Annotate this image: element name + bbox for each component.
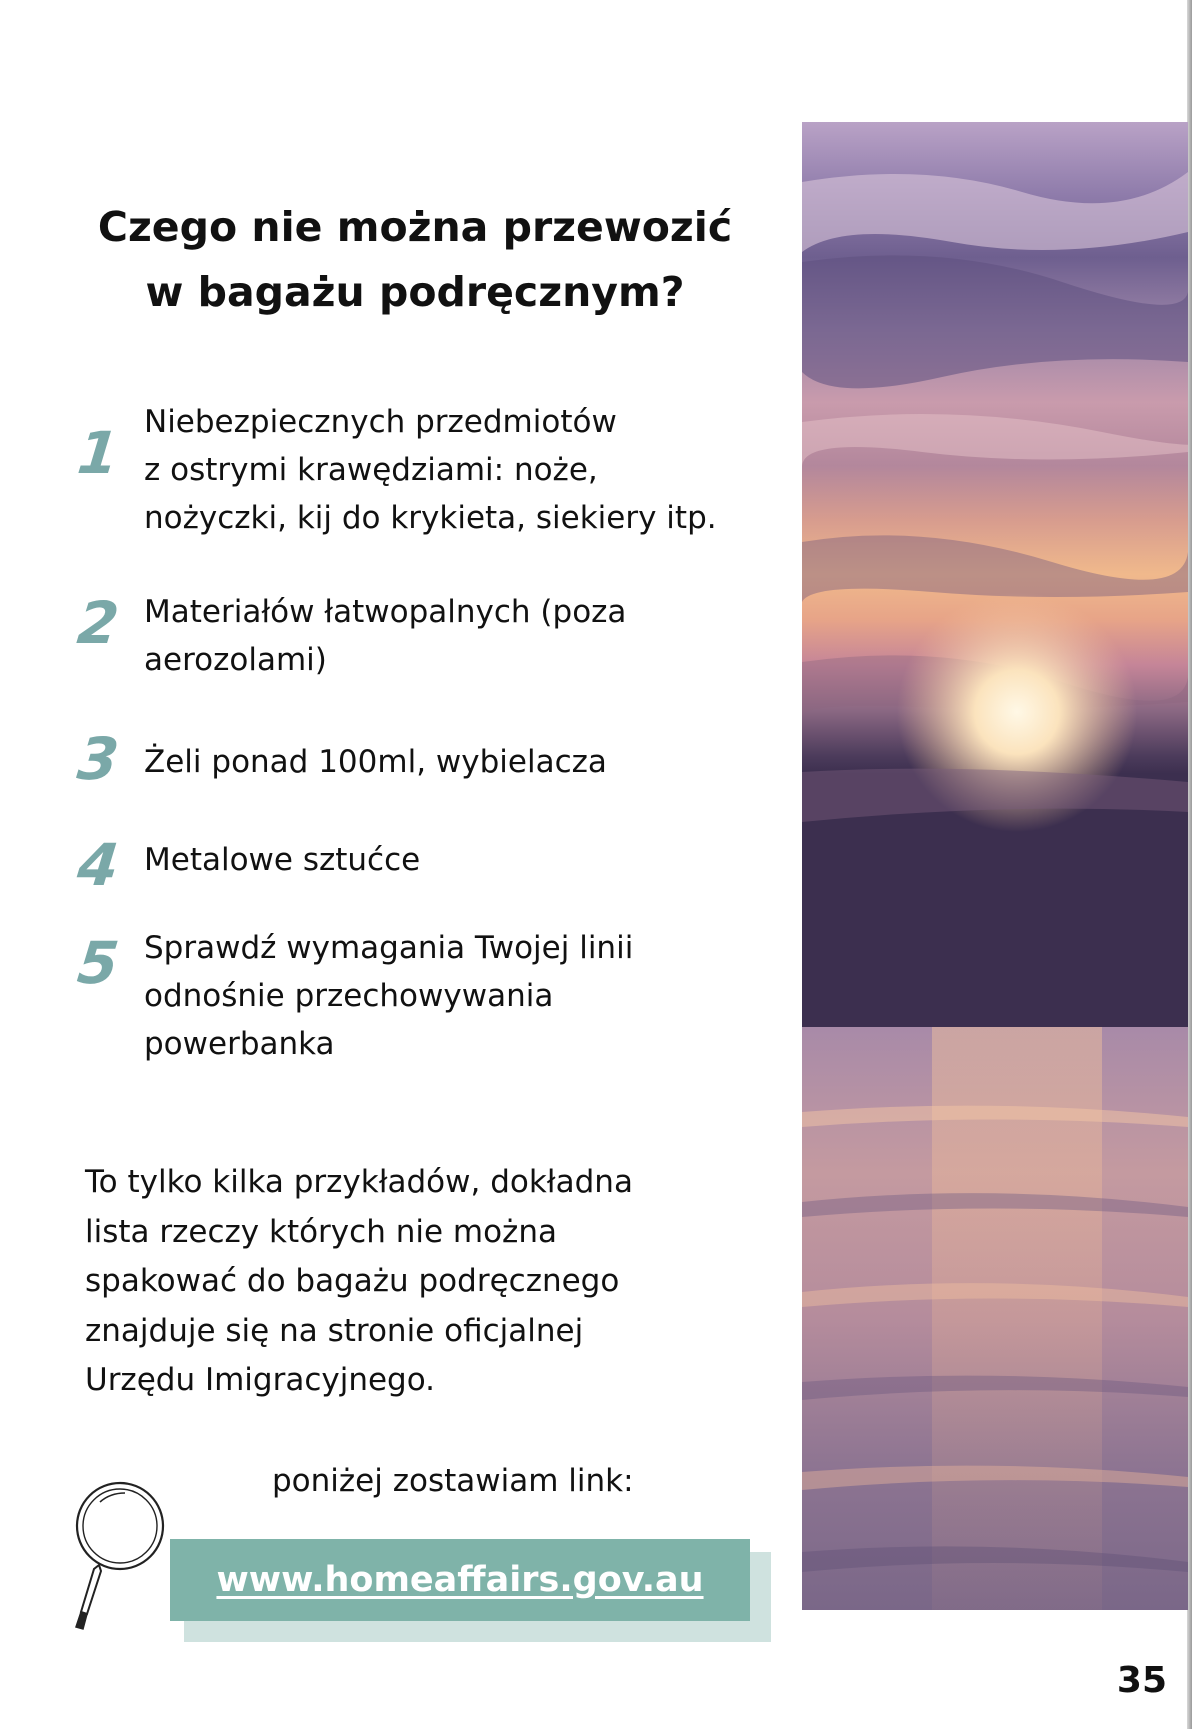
item-text-line: z ostrymi krawędziami: noże, [144,452,598,488]
item-text-line: Niebezpiecznych przedmiotów [144,404,617,440]
title-line-1: Czego nie można przewozić [97,203,733,251]
item-text [144,738,784,786]
homeaffairs-link[interactable]: www.homeaffairs.gov.au [216,1560,704,1600]
item-number: 2 [74,589,122,657]
paragraph-line: To tylko kilka przykładów, dokładna [85,1164,633,1200]
item-text [144,398,784,542]
page-number: 35 [1116,1660,1167,1701]
item-number: 5 [74,929,122,997]
link-box [170,1539,750,1621]
item-text-line: Metalowe sztućce [144,842,421,878]
item-text-line: Żeli ponad 100ml, wybielacza [144,744,607,780]
item-number: 4 [74,831,122,899]
item-text [144,588,784,684]
info-paragraph [85,1158,735,1406]
paragraph-line: lista rzeczy których nie można [85,1213,557,1250]
item-text-line: Materiałów łatwopalnych (poza [144,594,627,630]
paragraph-line: spakować do bagażu podręcznego [85,1263,620,1299]
link-intro-text: poniżej zostawiam link: [272,1463,634,1499]
item-number: 1 [74,419,122,487]
title-line-2: w bagażu podręcznym? [145,268,685,316]
sunset-sea-photo [802,122,1188,1610]
item-text-line: odnośnie przechowywania [144,978,554,1014]
item-text [144,836,784,884]
item-text-line: aerozolami) [144,642,327,678]
item-text-line: powerbanka [144,1026,335,1062]
item-text-line: Sprawdź wymagania Twojej linii [144,930,634,966]
item-text-line: nożyczki, kij do krykieta, siekiery itp. [144,500,717,536]
magnifying-glass-icon [70,1476,180,1631]
page-title [60,195,770,325]
item-number: 3 [74,725,122,793]
paragraph-line: znajduje się na stronie oficjalnej [85,1312,584,1349]
paragraph-line: Urzędu Imigracyjnego. [85,1362,436,1398]
item-text [144,924,784,1068]
